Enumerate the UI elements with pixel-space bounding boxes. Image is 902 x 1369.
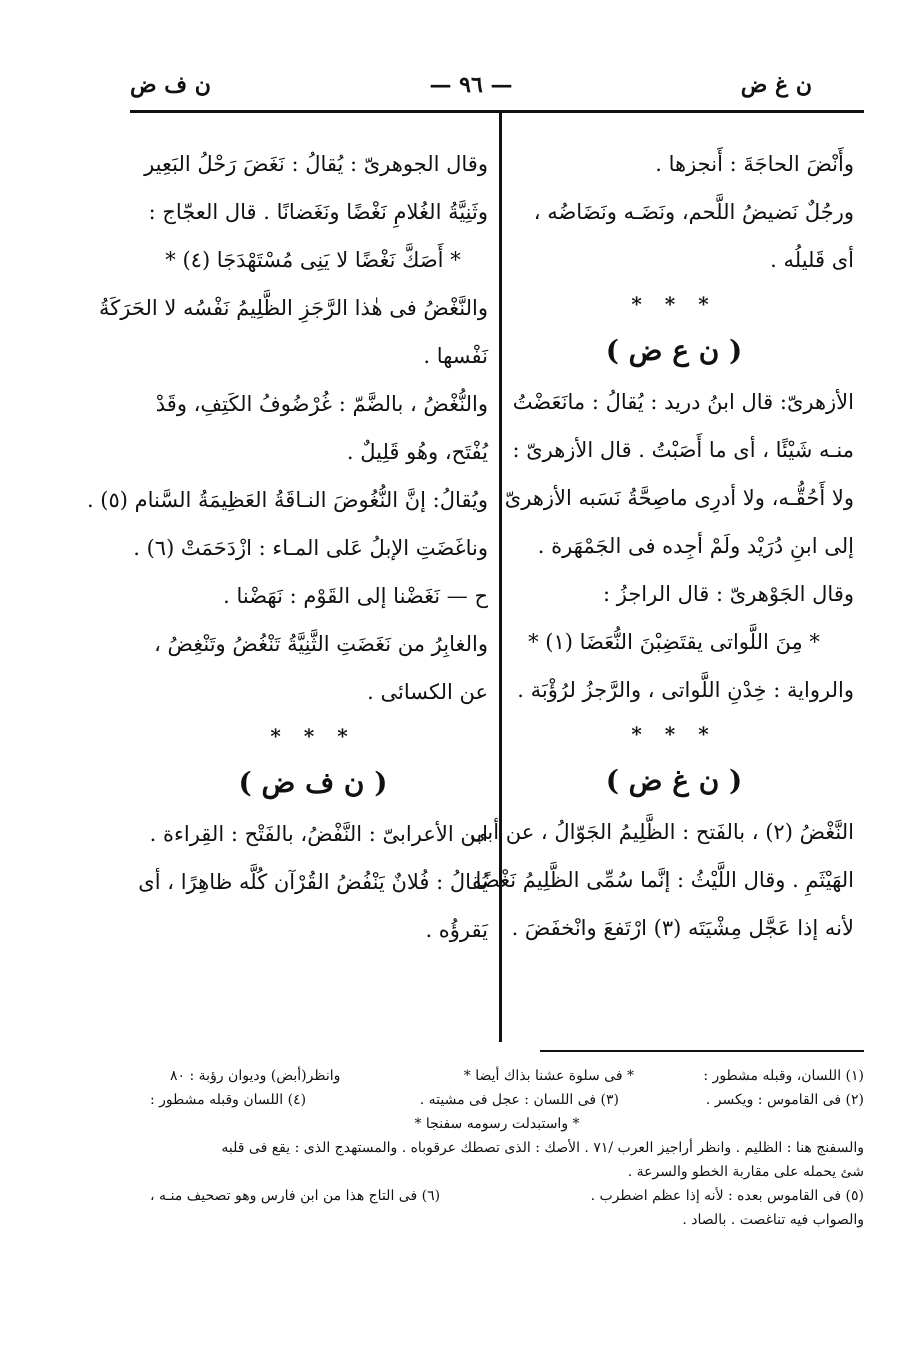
text-line: والنُّغْضُ ، بالضَّمّ : غُرْضُوفُ الكَتِفِ، وقَدْ (155, 392, 488, 416)
text-line: يُفْتَح، وهُو قَلِيلٌ . (346, 440, 488, 464)
text-line: وناغَضَتِ الإبلُ عَلى المـاء : ازْدَحَمَتْ (٦) . (133, 536, 488, 560)
footnote-1: (١) اللسان، وقبله مشطور : (703, 1068, 864, 1084)
footnote-2: (٢) فى القاموس : ويكسر . (705, 1092, 864, 1108)
section-separator: * * * (631, 292, 717, 316)
footnote-3: (٣) فى اللسان : عجل فى مشيته . (419, 1092, 619, 1108)
text-line: والرواية : خِدْنِ اللَّواتى ، والرَّجزُ لرُؤْبَة . (517, 678, 854, 702)
text-line: وقال الجوهرىّ : يُقالُ : نَغَضَ رَحْلُ البَعِير (144, 152, 488, 176)
footnote-row (130, 1088, 864, 1112)
text-line: لأنه إذا عَجَّل مِشْيَتَه (٣) ارْتَفعَ وانْخفَضَ . (511, 916, 854, 940)
footnote-verse: * واستبدلت رسومه سفنجا * (414, 1116, 580, 1132)
text-line: يَقرؤُه . (425, 918, 488, 942)
text-line: نَفْسها . (423, 344, 488, 368)
entry-heading-nghd: ( ن غ ض ) (605, 764, 743, 797)
text-line: الأزهرىّ: قال ابنُ دريد : يُقالُ : مانَعَضْتُ (512, 390, 854, 414)
footnotes (130, 1064, 864, 1232)
text-line: إلى ابنِ دُرَيْد ولَمْ أجِده فى الجَمْهَرة . (537, 534, 854, 558)
text-line: وثَنِيَّةُ الغُلامِ نَغْضًا ونَغَضانًا . قال العجّاج : (148, 200, 488, 224)
text-line: وأَنْضَ الحاجَةَ : أَنجزها . (655, 152, 854, 176)
text-line: وقال الجَوْهرىّ : قال الراجزُ : (602, 582, 854, 606)
text-line: والنَّغْضُ فى هٰذا الرَّجَزِ الظَّلِيمُ نَفْسُه لا الحَرَكَةُ (99, 296, 488, 320)
header-rule (130, 110, 864, 113)
page-header (130, 70, 812, 110)
footnote-row (130, 1064, 864, 1088)
page-number: — ٩٦ — (429, 72, 513, 98)
entry-heading-nad: ( ن ع ض ) (605, 334, 743, 367)
footnote-rule (540, 1050, 864, 1052)
footnote-1-ref: وانظر(أبض) وديوان رؤبة : ٨٠ (170, 1068, 341, 1084)
left-running-head: ن ف ض (130, 72, 211, 98)
text-line: ويُقالُ: إنَّ النُّغُوضَ النـاقَةُ العَظِيمَةُ السَّنام (٥) . (86, 488, 488, 512)
text-line: يُقالُ : فُلانٌ يَنْفُضُ القُرْآن كُلَّه ظاهِرًا ، أى (138, 870, 488, 894)
footnote-6: (٦) فى التاج هذا من ابن فارس وهو تصحيف منـه ، (150, 1188, 441, 1204)
text-line: عن الكسائى . (367, 680, 488, 704)
footnote-4: (٤) اللسان وقبله مشطور : (150, 1092, 307, 1108)
footnote-text: والصواب فيه تناغصت . بالصاد . (682, 1212, 864, 1228)
footnote-row (130, 1184, 864, 1208)
text-line: ابن الأعرابىّ : النَّفْضُ، بالفَتْح : القِراءة . (149, 822, 488, 846)
footnote-5: (٥) فى القاموس بعده : لأنه إذا عظم اضطرب . (590, 1188, 864, 1204)
footnote-text: شئ يحمله على مقاربة الخطو والسرعة . (627, 1164, 864, 1180)
text-line: أى قَليلُه . (770, 248, 854, 272)
section-separator: * * * (270, 724, 356, 748)
text-line: ولا أَحُقُّـه، ولا أدرِى ماصِحَّةُ نَسَبه الأزهرىّ (504, 486, 854, 510)
verse-line: * مِنَ اللَّواتى يقتَضِبْنَ النُّعَضَا (١) * (528, 630, 820, 654)
text-line: والغابِرُ من نَغَضَتِ الثَّنِيَّةُ تَنْغُضُ وتَنْغِضُ ، (154, 632, 488, 656)
right-running-head: ن غ ض (740, 72, 812, 98)
text-line: الهَيْثَمِ . وقال اللَّيْثُ : إنَّما سُمِّى الظَّلِيمُ نَغْضًا (475, 868, 854, 892)
verse-line: * أَصَكَّ نَغْضًا لا يَنِى مُسْتَهْدَجَا (٤) * (165, 248, 461, 272)
text-line: منـه شَيْئًا ، أى ما أَصَبْتُ . قال الأزهرىّ : (512, 438, 854, 462)
left-column (86, 140, 488, 954)
footnote-text: والسفنج هنا : الظليم . وانظر أراجيز العرب /٧١ . الأصك : الذى تصطك عرقوباه . والمستهدج الذى : يقع فى قلبه (221, 1140, 864, 1156)
entry-heading-nfd: ( ن ف ض ) (238, 766, 388, 799)
text-line: ح — نَغَضْنا إلى القَوْم : نَهَضْنا . (223, 584, 488, 608)
right-column (469, 140, 854, 952)
text-line: ورجُلٌ نَضيضُ اللَّحم، ونَضَـه ونَضَاضُه ، (533, 200, 854, 224)
text-line: النَّغْضُ (٢) ، بالفَتح : الظَّلِيمُ الجَوّالُ ، عن أبى (469, 820, 854, 844)
section-separator: * * * (631, 722, 717, 746)
footnote-1-verse: * فى سلوة عشنا بذاك أيضا * (463, 1068, 634, 1084)
